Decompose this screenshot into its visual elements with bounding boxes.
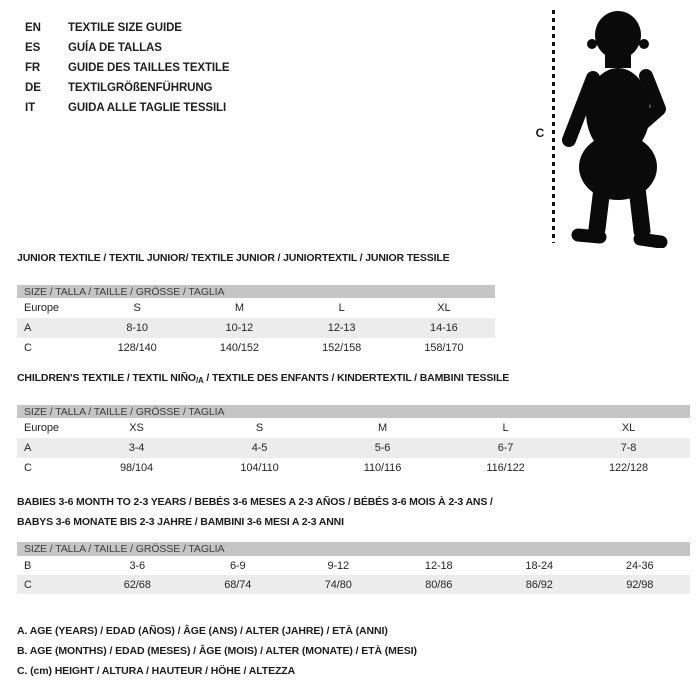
size-cell: S <box>255 422 264 434</box>
height-cell: 98/104 <box>119 462 154 474</box>
age-cell: 4-5 <box>198 438 321 458</box>
table-header-band <box>17 405 690 418</box>
height-cell: 116/122 <box>486 462 525 474</box>
height-measure-line <box>552 10 555 243</box>
footnote-height-cm: C. (cm) HEIGHT / ALTURA / HAUTEUR / HÖHE / ALTEZZA <box>17 665 296 677</box>
row-label: C <box>24 462 32 474</box>
age-cell: 10-12 <box>188 318 290 338</box>
height-cell: 104/110 <box>240 462 279 474</box>
height-cell: 152/158 <box>322 342 362 354</box>
table-header-band <box>17 285 495 298</box>
junior-size-table <box>17 285 495 358</box>
size-cell: XS <box>129 422 144 434</box>
babies-section-title-line2: BABYS 3-6 MONATE BIS 2-3 JAHRE / BAMBINI 3-6 MESI A 2-3 ANNI <box>17 516 344 528</box>
language-row-fr <box>25 58 230 78</box>
height-cell: 74/80 <box>288 575 389 594</box>
height-cell: 140/152 <box>219 342 259 354</box>
size-cell: M <box>377 422 388 434</box>
age-cell: 8-10 <box>86 318 188 338</box>
age-cell: 3-4 <box>75 438 198 458</box>
table-row-europe <box>17 298 495 318</box>
age-cell: 3-6 <box>129 559 146 572</box>
language-row-en <box>25 18 230 38</box>
age-cell: 6-9 <box>229 559 246 572</box>
height-cell: 80/86 <box>389 575 490 594</box>
age-cell: 24-36 <box>625 559 654 572</box>
table-row-age-years <box>17 318 495 338</box>
size-cell: XL <box>437 302 451 314</box>
language-code: DE <box>25 82 41 94</box>
size-cell: L <box>338 302 345 314</box>
language-row-de <box>25 78 230 98</box>
height-cell: 68/74 <box>188 575 289 594</box>
children-title-post: / TEXTILE DES ENFANTS / KINDERTEXTIL / BAMBINI TESSILE <box>203 372 510 384</box>
table-row-height-cm <box>17 575 690 594</box>
children-size-table <box>17 405 690 478</box>
height-cell: 158/170 <box>424 342 464 354</box>
table-row-height-cm <box>17 458 690 478</box>
language-code: ES <box>25 42 41 54</box>
children-title-subscript: /A <box>195 376 204 385</box>
row-label: B <box>24 559 32 572</box>
language-list <box>25 18 230 118</box>
row-label: A <box>17 438 75 458</box>
size-band-label: SIZE / TALLA / TAILLE / GRÖSSE / TAGLIA <box>17 405 690 418</box>
guide-title-it: GUIDA ALLE TAGLIE TESSILI <box>68 102 227 114</box>
height-cell: 62/68 <box>87 575 188 594</box>
footnote-age-months: B. AGE (MONTHS) / EDAD (MESES) / ÂGE (MOIS) / ALTER (MONATE) / ETÀ (MESI) <box>17 645 417 657</box>
footnote-age-years: A. AGE (YEARS) / EDAD (AÑOS) / ÂGE (ANS) / ALTER (JAHRE) / ETÀ (ANNI) <box>17 625 388 637</box>
row-label: Europe <box>24 422 59 434</box>
children-section-title <box>17 371 509 386</box>
row-label: A <box>17 318 86 338</box>
height-cell: 86/92 <box>489 575 590 594</box>
height-cell: 92/98 <box>590 575 691 594</box>
guide-title-en: TEXTILE SIZE GUIDE <box>68 22 182 34</box>
language-code: FR <box>25 62 41 74</box>
language-code: EN <box>25 22 41 34</box>
junior-section-title: JUNIOR TEXTILE / TEXTIL JUNIOR/ TEXTILE JUNIOR / JUNIORTEXTIL / JUNIOR TESSILE <box>17 252 450 264</box>
row-label: Europe <box>24 302 59 314</box>
age-cell: 5-6 <box>321 438 444 458</box>
age-cell: 6-7 <box>444 438 567 458</box>
language-row-it <box>25 98 230 118</box>
baby-silhouette-icon <box>558 6 696 248</box>
age-cell: 18-24 <box>525 559 554 572</box>
row-label: C <box>24 342 32 354</box>
children-title-pre: CHILDREN'S TEXTILE / TEXTIL NIÑO <box>17 372 196 384</box>
size-cell: S <box>133 302 141 314</box>
guide-title-de: TEXTILGRÖßENFÜHRUNG <box>68 82 213 94</box>
table-row-age-months <box>17 556 690 575</box>
age-cell: 12-18 <box>424 559 453 572</box>
table-header-band <box>17 542 690 556</box>
height-cell: 122/128 <box>608 462 649 474</box>
size-band-label: SIZE / TALLA / TAILLE / GRÖSSE / TAGLIA <box>17 542 690 556</box>
row-label: C <box>17 575 87 594</box>
language-row-es <box>25 38 230 58</box>
age-cell: 12-13 <box>291 318 393 338</box>
age-cell: 9-12 <box>327 559 350 572</box>
table-row-age-years <box>17 438 690 458</box>
age-cell: 14-16 <box>393 318 495 338</box>
size-cell: M <box>234 302 244 314</box>
height-cell: 128/140 <box>117 342 157 354</box>
language-code: IT <box>25 102 36 114</box>
size-cell: L <box>502 422 509 434</box>
age-cell: 7-8 <box>567 438 690 458</box>
footnotes <box>17 621 417 681</box>
size-band-label: SIZE / TALLA / TAILLE / GRÖSSE / TAGLIA <box>17 285 495 298</box>
babies-size-table <box>17 542 690 594</box>
table-row-europe <box>17 418 690 438</box>
height-measure-label: C <box>535 126 545 140</box>
guide-title-fr: GUIDE DES TAILLES TEXTILE <box>68 62 230 74</box>
table-row-height-cm <box>17 338 495 358</box>
guide-title-es: GUÍA DE TALLAS <box>68 42 162 54</box>
height-cell: 110/116 <box>363 462 402 474</box>
size-cell: XL <box>621 422 636 434</box>
babies-section-title-line1: BABIES 3-6 MONTH TO 2-3 YEARS / BEBÉS 3-6 MESES A 2-3 AÑOS / BÉBÉS 3-6 MOIS À 2-3 ANS / <box>17 496 493 508</box>
